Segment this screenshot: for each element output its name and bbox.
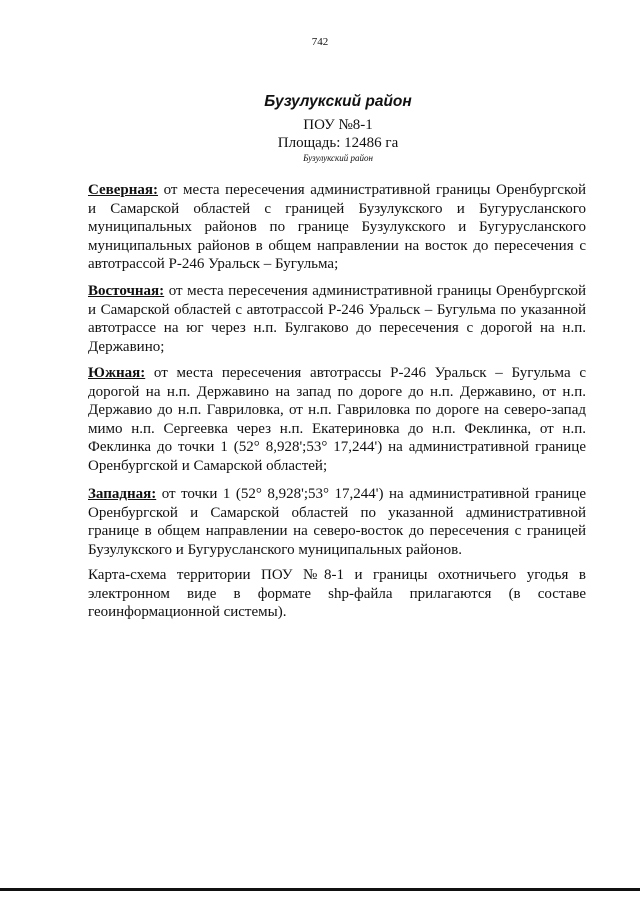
pou-number: ПОУ №8-1 bbox=[303, 117, 373, 133]
east-border-paragraph bbox=[88, 282, 586, 356]
east-border-text: от места пересечения административной границы Оренбургской и Самарской областей с автотрассой Р-246 Уральск – Бугульма по указанной автотрассе на юг через н.п. Булгаково до пересечения с дорогой на н.п. Державино; bbox=[88, 283, 586, 355]
west-border-paragraph bbox=[88, 485, 586, 559]
south-border-text: от места пересечения автотрассы Р-246 Уральск – Бугульма с дорогой на н.п. Державино на запад по дороге до н.п. Державино, от н.п. Державио до н.п. Гавриловка, от н.п. Гавриловка по дороге на северо-запад мимо н.п. Сергеевка через н.п. Екатериновка до н.п. Феклинка, от н.п. Феклинка до точки 1 (52° 8,928';53° 17,244') на административной границе Оренбургской и Самарской областей; bbox=[88, 365, 586, 474]
south-border-label: Южная: bbox=[88, 365, 146, 381]
area-line: Площадь: 12486 га bbox=[277, 135, 399, 151]
bottom-rule bbox=[0, 888, 640, 891]
south-border-paragraph bbox=[88, 364, 586, 476]
page-number: 742 bbox=[311, 36, 329, 48]
east-border-label: Восточная: bbox=[88, 283, 165, 299]
map-note-paragraph: Карта-схема территории ПОУ №8-1 и границы охотничьего угодья в электронном виде в формате shp-файла прилагаются (в составе геоинформационной системы). bbox=[88, 567, 586, 621]
north-border-paragraph bbox=[88, 181, 586, 274]
district-subtitle: Бузулукский район bbox=[303, 153, 373, 163]
district-title: Бузулукский район bbox=[264, 93, 412, 110]
north-border-label: Северная: bbox=[88, 182, 159, 198]
heading-block bbox=[88, 92, 588, 164]
west-border-text: от точки 1 (52° 8,928';53° 17,244') на административной границе Оренбургской и Самарской областей по указанной административной границе в общем направлении на северо-восток до пересечения с границей Бузулукского и Бугурусланского муниципальных районов. bbox=[88, 486, 586, 558]
west-border-label: Западная: bbox=[88, 486, 157, 502]
north-border-text: от места пересечения административной границы Оренбургской и Самарской областей с границей Бузулукского и Бугурусланского муниципальных районов по границе Бузулукского и Бугурусланского муниципальных районов в общем направлении на восток до пересечения с автотрассой Р-246 Уральск – Бугульма; bbox=[88, 182, 586, 273]
